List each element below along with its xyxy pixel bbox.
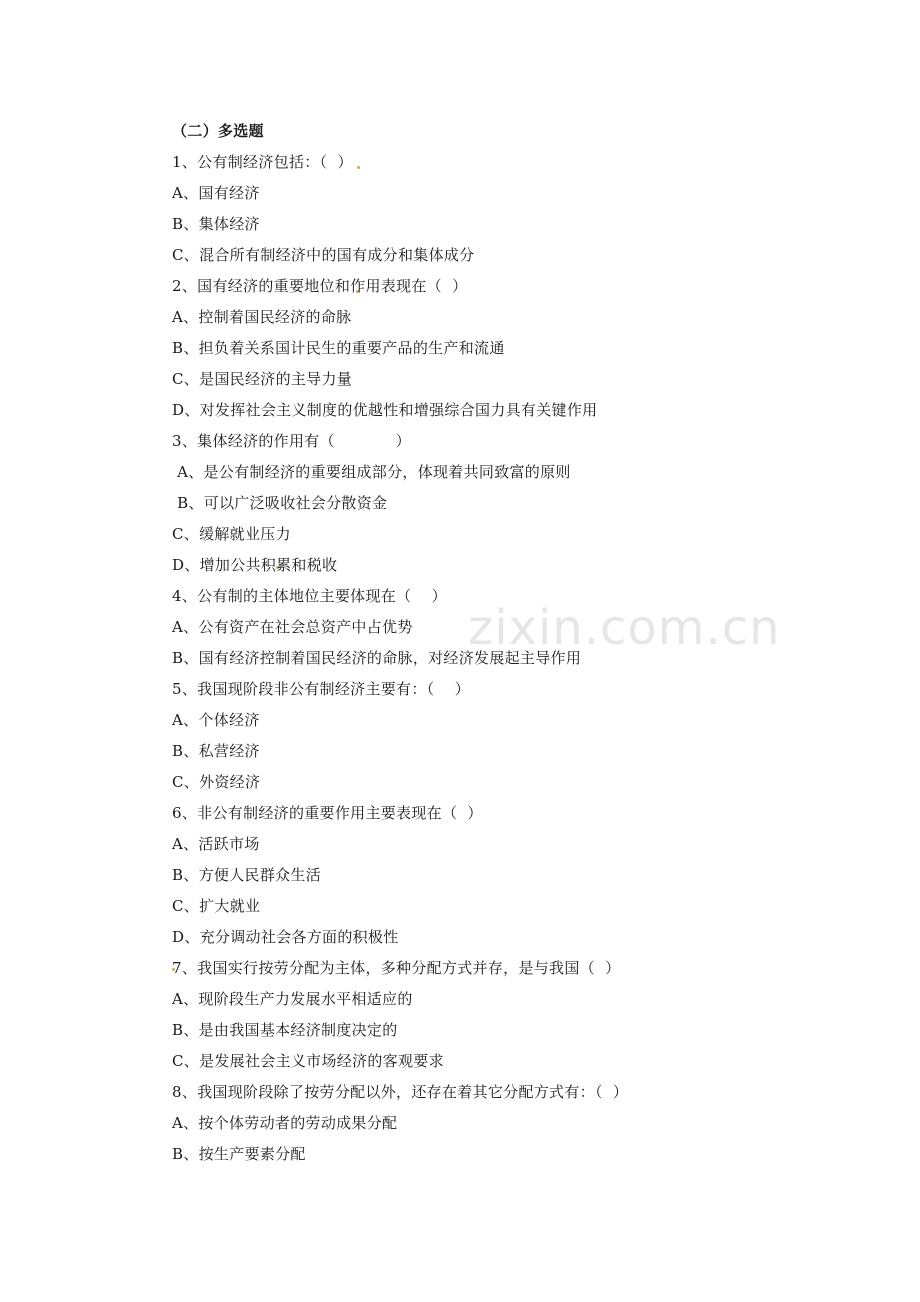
option-6a: A、活跃市场 bbox=[172, 835, 260, 853]
option-3a: A、是公有制经济的重要组成部分，体现着共同致富的原则 bbox=[172, 463, 571, 481]
option-8a: A、按个体劳动者的劳动成果分配 bbox=[172, 1114, 398, 1132]
option-8b: B、按生产要素分配 bbox=[172, 1145, 306, 1163]
section-title: （二）多选题 bbox=[172, 122, 264, 140]
option-5b: B、私营经济 bbox=[172, 742, 260, 760]
question-7: 7、我国实行按劳分配为主体，多种分配方式并存，是与我国（ ） bbox=[172, 959, 621, 977]
option-7c: C、是发展社会主义市场经济的客观要求 bbox=[172, 1052, 444, 1070]
option-1c: C、混合所有制经济中的国有成分和集体成分 bbox=[172, 246, 475, 264]
question-8: 8、我国现阶段除了按劳分配以外，还存在着其它分配方式有：（ ） bbox=[172, 1083, 629, 1101]
option-2b: B、担负着关系国计民生的重要产品的生产和流通 bbox=[172, 339, 505, 357]
question-1: 1、公有制经济包括：（ ） bbox=[172, 153, 353, 171]
watermark: zixin.com.cn bbox=[468, 600, 781, 656]
option-3c: C、缓解就业压力 bbox=[172, 525, 291, 543]
question-4: 4、公有制的主体地位主要体现在（ ） bbox=[172, 587, 447, 605]
option-2c: C、是国民经济的主导力量 bbox=[172, 370, 353, 388]
question-3: 3、集体经济的作用有（ ） bbox=[172, 432, 411, 450]
option-3d: D、增加公共积累和税收 bbox=[172, 556, 338, 574]
option-6d: D、充分调动社会各方面的积极性 bbox=[172, 928, 399, 946]
option-6c: C、扩大就业 bbox=[172, 897, 261, 915]
option-3b: B、可以广泛吸收社会分散资金 bbox=[172, 494, 388, 512]
option-6b: B、方便人民群众生活 bbox=[172, 866, 322, 884]
question-list bbox=[172, 116, 792, 1170]
question-2: 2、国有经济的重要地位和作用表现在（ ） bbox=[172, 277, 468, 295]
option-1a: A、国有经济 bbox=[172, 184, 260, 202]
question-5: 5、我国现阶段非公有制经济主要有：（ ） bbox=[172, 680, 471, 698]
option-2a: A、控制着国民经济的命脉 bbox=[172, 308, 352, 326]
option-5c: C、外资经济 bbox=[172, 773, 261, 791]
option-1b: B、集体经济 bbox=[172, 215, 260, 233]
question-6: 6、非公有制经济的重要作用主要表现在（ ） bbox=[172, 804, 483, 822]
option-4b: B、国有经济控制着国民经济的命脉，对经济发展起主导作用 bbox=[172, 649, 582, 667]
option-5a: A、个体经济 bbox=[172, 711, 260, 729]
option-7a: A、现阶段生产力发展水平相适应的 bbox=[172, 990, 413, 1008]
option-4a: A、公有资产在社会总资产中占优势 bbox=[172, 618, 413, 636]
option-2d: D、对发挥社会主义制度的优越性和增强综合国力具有关键作用 bbox=[172, 401, 598, 419]
option-7b: B、是由我国基本经济制度决定的 bbox=[172, 1021, 398, 1039]
